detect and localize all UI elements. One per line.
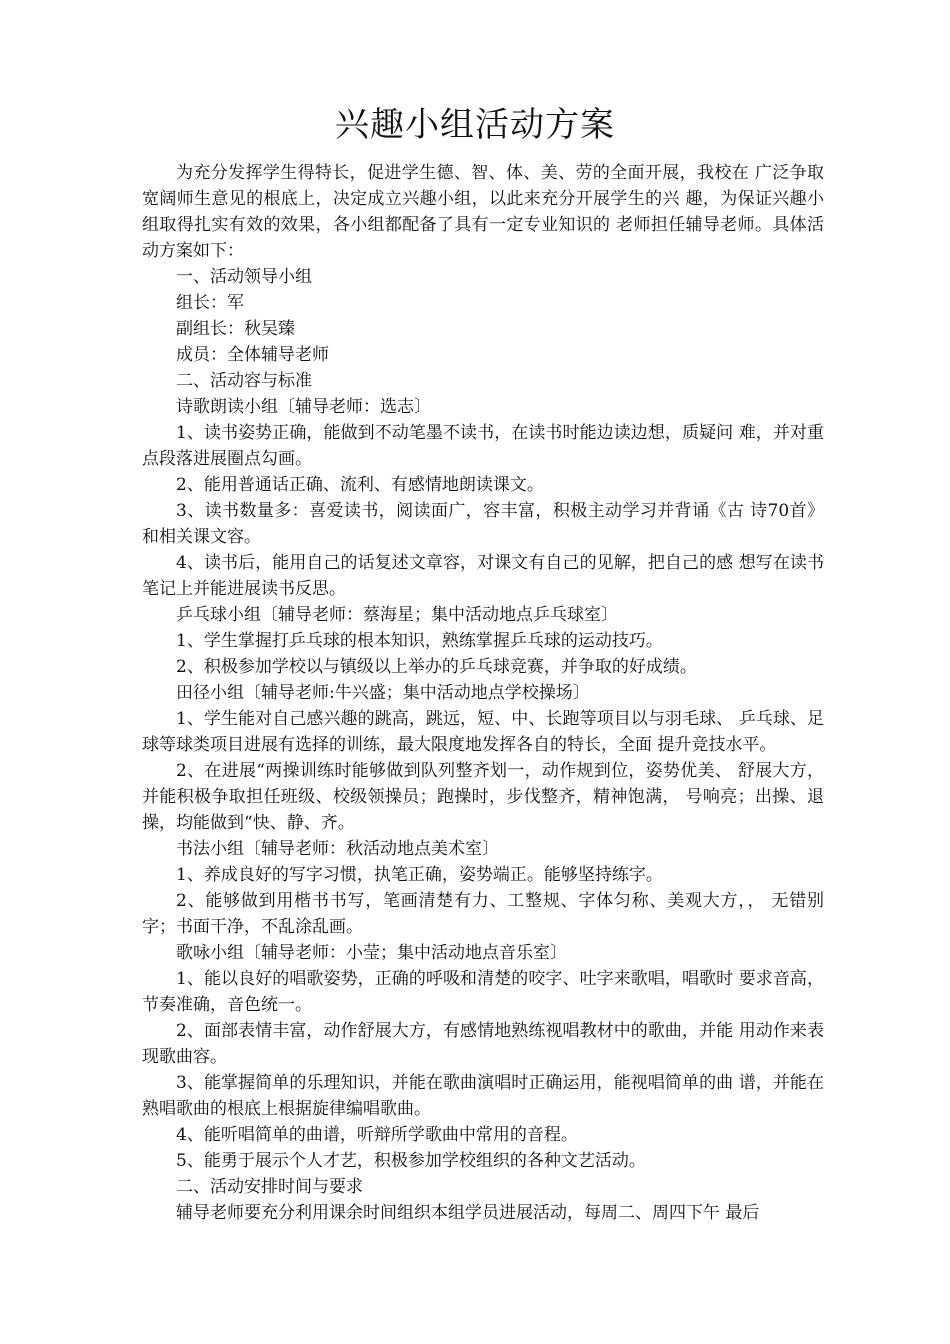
paragraph-leader: 组长：军 xyxy=(176,293,244,313)
list-item: 2、积极参加学校以与镇级以上举办的乒乓球竞赛，并争取的好成绩。 xyxy=(176,657,697,677)
heading-calligraphy-group: 书法小组〔辅导老师：秋活动地点美术室〕 xyxy=(176,839,499,859)
list-item: 5、能勇于展示个人才艺，积极参加学校组织的各种文艺活动。 xyxy=(176,1151,646,1171)
document-body xyxy=(142,160,824,1226)
heading-leadership: 一、活动领导小组 xyxy=(176,267,312,287)
list-item: 4、读书后，能用自己的话复述文章容，对课文有自己的见解，把自己的感 想写在读书笔记上并能进展读书反思。 xyxy=(142,553,824,599)
list-item: 3、读书数量多：喜爱读书，阅读面广，容丰富，积极主动学习并背诵《古 诗70首》和相关课文容。 xyxy=(142,501,824,547)
paragraph-schedule: 辅导老师要充分利用课余时间组织本组学员进展活动，每周二、周四下午 最后 xyxy=(176,1203,760,1223)
list-item: 2、在进展“两操训练时能够做到队列整齐划一，动作规到位，姿势优美、 舒展大方，并能积极争取担任班级、校级领操员；跑操时，步伐整齐，精神饱满， 号响亮；出操、退操，均能做到“快、静、齐。 xyxy=(142,761,824,833)
heading-poetry-group: 诗歌朗读小组〔辅导老师：选志〕 xyxy=(176,397,431,417)
document-title: 兴趣小组活动方案 xyxy=(335,105,615,145)
list-item: 1、读书姿势正确，能做到不动笔墨不读书，在读书时能边读边想，质疑问 难，并对重点段落进展圈点勾画。 xyxy=(142,423,824,469)
list-item: 1、学生能对自己感兴趣的跳高，跳远，短、中、长跑等项目以与羽毛球、 乒乓球、足球等球类项目进展有选择的训练，最大限度地发挥各自的特长，全面 提升竞技水平。 xyxy=(142,709,824,755)
list-item: 1、学生掌握打乒乓球的根本知识，熟练掌握乒乓球的运动技巧。 xyxy=(176,631,663,651)
heading-pingpong-group: 乒乓球小组〔辅导老师：蔡海星；集中活动地点乒乓球室〕 xyxy=(176,605,618,625)
list-item: 2、面部表情丰富，动作舒展大方，有感情地熟练视唱教材中的歌曲，并能 用动作来表现歌曲容。 xyxy=(142,1021,824,1067)
list-item: 4、能听唱简单的曲谱，听辩所学歌曲中常用的音程。 xyxy=(176,1125,578,1145)
list-item: 2、能用普通话正确、流利、有感情地朗读课文。 xyxy=(176,475,544,495)
list-item: 1、能以良好的唱歌姿势，正确的呼吸和清楚的咬字、吐字来歌唱，唱歌时 要求音高，节奏准确，音色统一。 xyxy=(142,969,824,1015)
list-item: 3、能掌握简单的乐理知识，并能在歌曲演唱时正确运用，能视唱简单的曲 谱，并能在熟唱歌曲的根底上根据旋律编唱歌曲。 xyxy=(142,1073,824,1119)
list-item: 1、养成良好的写字习惯，执笔正确，姿势端正。能够坚持练字。 xyxy=(176,865,663,885)
paragraph-members: 成员：全体辅导老师 xyxy=(176,345,329,365)
paragraph-intro: 为充分发挥学生得特长，促进学生德、智、体、美、劳的全面开展，我校在 广泛争取宽阔师生意见的根底上，决定成立兴趣小组，以此来充分开展学生的兴 趣，为保证兴趣小组取得扎实有效的效果，各小组都配备了具有一定专业知识的 老师担任辅导老师。具体活动方案如下： xyxy=(142,163,824,261)
heading-singing-group: 歌咏小组〔辅导老师：小莹；集中活动地点音乐室〕 xyxy=(176,943,567,963)
heading-content-standards: 二、活动容与标准 xyxy=(176,371,312,391)
heading-track-group: 田径小组〔辅导老师:牛兴盛；集中活动地点学校操场〕 xyxy=(176,683,590,703)
list-item: 2、能够做到用楷书书写，笔画清楚有力、工整规、字体匀称、美观大方，， 无错别字；书面干净，不乱涂乱画。 xyxy=(142,891,824,937)
paragraph-deputy: 副组长：秋吴臻 xyxy=(176,319,295,339)
heading-schedule: 二、活动安排时间与要求 xyxy=(176,1177,363,1197)
